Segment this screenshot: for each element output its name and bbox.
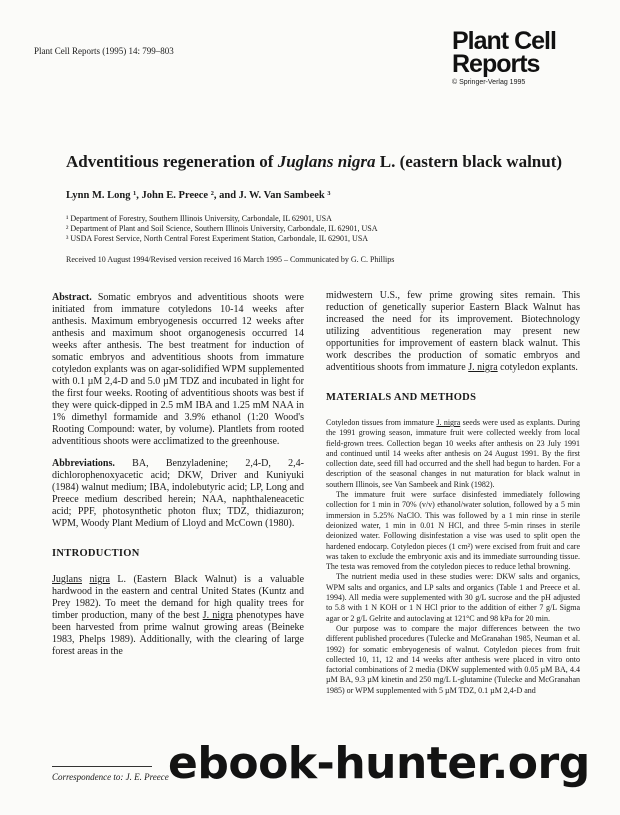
authors: Lynn M. Long ¹, John E. Preece ², and J. W. Van Sambeek ³ <box>66 190 331 201</box>
logo-line-2: Reports <box>452 50 540 78</box>
logo-line-1: Plant Cell <box>452 27 556 55</box>
title-species: Juglans nigra <box>277 152 376 171</box>
abbreviations-label: Abbreviations. <box>52 458 115 469</box>
methods-paragraph-1 <box>326 418 580 490</box>
left-column <box>52 292 304 658</box>
introduction-paragraph <box>52 574 304 658</box>
received-line: Received 10 August 1994/Revised version received 16 March 1995 – Communicated by G. C. Phillips <box>66 255 395 264</box>
affiliation-3: ³ USDA Forest Service, North Central Forest Experiment Station, Carbondale, IL 62901, USA <box>66 234 369 243</box>
abstract-label: Abstract. <box>52 292 92 303</box>
journal-reference: Plant Cell Reports (1995) 14: 799–803 <box>34 46 174 56</box>
abstract-paragraph <box>52 292 304 448</box>
abstract-text: Somatic embryos and adventitious shoots were initiated from immature cotyledons 10-14 weeks after anthesis. Maximum embryogenesis occurred 12 weeks after anthesis and maximum shoot organogenesis occurred 14 weeks after anthesis. The best treatment for induction of somatic embryos and adventitious shoots from immature cotyledon explants was on agar-solidified WPM supplemented with 0.1 µM 2,4-D and 5.0 µM TDZ and incubated in light for the first four weeks. Rooting of adventitious shoots was best if they were quick-dipped in 2.5 mM IBA and 1.25 mM NAA in 1% dimethyl formamide and 3.9% ethanol (1:20 Wood's Rooting Compound: water, by volume). Plantlets from rooted adventitious shoots were acclimatized to the greenhouse. <box>52 292 304 447</box>
site-watermark: ebook-hunter.org <box>168 738 590 789</box>
methods-p1-b: seeds were used as explants. During the 1991 growing season, immature fruit were collected weekly from local field-grown trees. Collection began 10 weeks after anthesis on 23 July 1991 and continued until 14 weeks after anthesis on 24 August 1991. By the first collection date, seed fill had occurred and the shell had begun to harden. For a description of the seasonal changes in nut maturation for black walnut in southern Illinois, see Van Sambeek and Rink (1982). <box>326 418 580 489</box>
title-pre: Adventitious regeneration of <box>66 152 278 171</box>
journal-logo <box>452 27 592 86</box>
intro-text-1: L. (Eastern Black Walnut) is a valuable hardwood in the eastern and central United States (Kuntz and Prey 1982). To meet the demand for high quality trees for timber production, many of the best <box>52 574 305 621</box>
intro-genus: Juglans <box>52 574 82 585</box>
article-title <box>66 152 596 172</box>
footnote-rule <box>52 766 152 767</box>
affiliation-2: ² Department of Plant and Soil Science, Southern Illinois University, Carbondale, IL 62901, USA <box>66 224 378 233</box>
title-post: L. (eastern black walnut) <box>375 152 563 171</box>
right-column <box>326 290 580 696</box>
correspondence-footnote: Correspondence to: J. E. Preece <box>52 772 169 782</box>
methods-paragraph-4: Our purpose was to compare the major differences between the two different published procedures (Tulecke and McGranahan 1985, Neuman et al. 1992) for somatic embryogenesis of walnut. Cotyledon pieces from fruit collected 10, 11, 12 and 14 weeks after anthesis were placed in vitro onto factorial combinations of 2 media (DKW supplemented with 0.05 µM BA, 4.4 µM BA, 9.3 µM kinetin and 250 mg/L L-glutamine (Tulecke and McGranahan 1985) or WPM supplemented with 5 µM TDZ, 0.1 µM 2,4-D and <box>326 623 580 695</box>
intro-species: nigra <box>89 574 110 585</box>
affiliation-1: ¹ Department of Forestry, Southern Illinois University, Carbondale, IL 62901, USA <box>66 214 332 223</box>
intro-continuation <box>326 290 580 374</box>
methods-paragraph-2: The immature fruit were surface disinfested immediately following collection for 1 min in 70% (v/v) ethanol/water solution, followed by a 5 min immersion in 5.25% NaClO. This was followed by a 1 min rinse in sterile deionized water, 1 min in 0.01 N HCl, and three 5-min rinses in sterile deionized water. Following disinfestation a vise was used to split open the hardened endocarp. Cotyledon pieces (1 cm²) were excised from fruit and care was taken to exclude the embryonic axis and its immediate surrounding tissue. The testa was removed from the cotyledon pieces to reduce lethal browning. <box>326 490 580 572</box>
abbreviations-paragraph <box>52 458 304 530</box>
intro-text-2: phenotypes have been harvested from prime walnut growing areas (Beineke 1983, Phelps 1989). Additionally, with the clearing of large forest areas in the <box>52 610 304 657</box>
methods-p1-a: Cotyledon tissues from immature <box>326 418 437 427</box>
intro-cont-text-1: midwestern U.S., few prime growing sites remain. This reduction of genetically superior Eastern Black Walnut has increased the need for its improvement. Biotechnology utilizing adventitious regeneration may present new opportunities for improvement of eastern black walnut. This work describes the production of somatic embryos and adventitious shoots from immature <box>326 290 580 373</box>
affiliations <box>66 214 378 244</box>
intro-inline-species: J. nigra <box>202 610 233 621</box>
introduction-heading: INTRODUCTION <box>52 548 140 559</box>
methods-paragraph-3: The nutrient media used in these studies were: DKW salts and organics, WPM salts and organics, and LP salts and organics (Table 1 and Preece et al. 1994). All media were supplemented with 30 g/L sucrose and the pH adjusted to 5.8 with 1 N KOH or 1 N HCl prior to the addition of either 7 g/L Sigma agar or 2 g/L Gelrite and autoclaving at 121°C and 98 kPa for 20 min. <box>326 572 580 623</box>
methods-p1-species: J. nigra <box>436 418 461 427</box>
intro-cont-text-2: cotyledon explants. <box>497 362 578 373</box>
abbreviations-text: BA, Benzyladenine; 2,4-D, 2,4-dichlorophenoxyacetic acid; DKW, Driver and Kuniyuki (1984) walnut medium; IBA, indolebutyric acid; LP, Long and Preece medium described herein; NAA, naphthaleneacetic acid; PPF, photosynthetic photon flux; TDZ, thidiazuron; WPM, Woody Plant Medium of Lloyd and McCown (1980). <box>52 458 304 529</box>
logo-copyright: © Springer-Verlag 1995 <box>452 79 526 86</box>
intro-cont-species: J. nigra <box>468 362 498 373</box>
methods-heading: MATERIALS AND METHODS <box>326 392 477 403</box>
